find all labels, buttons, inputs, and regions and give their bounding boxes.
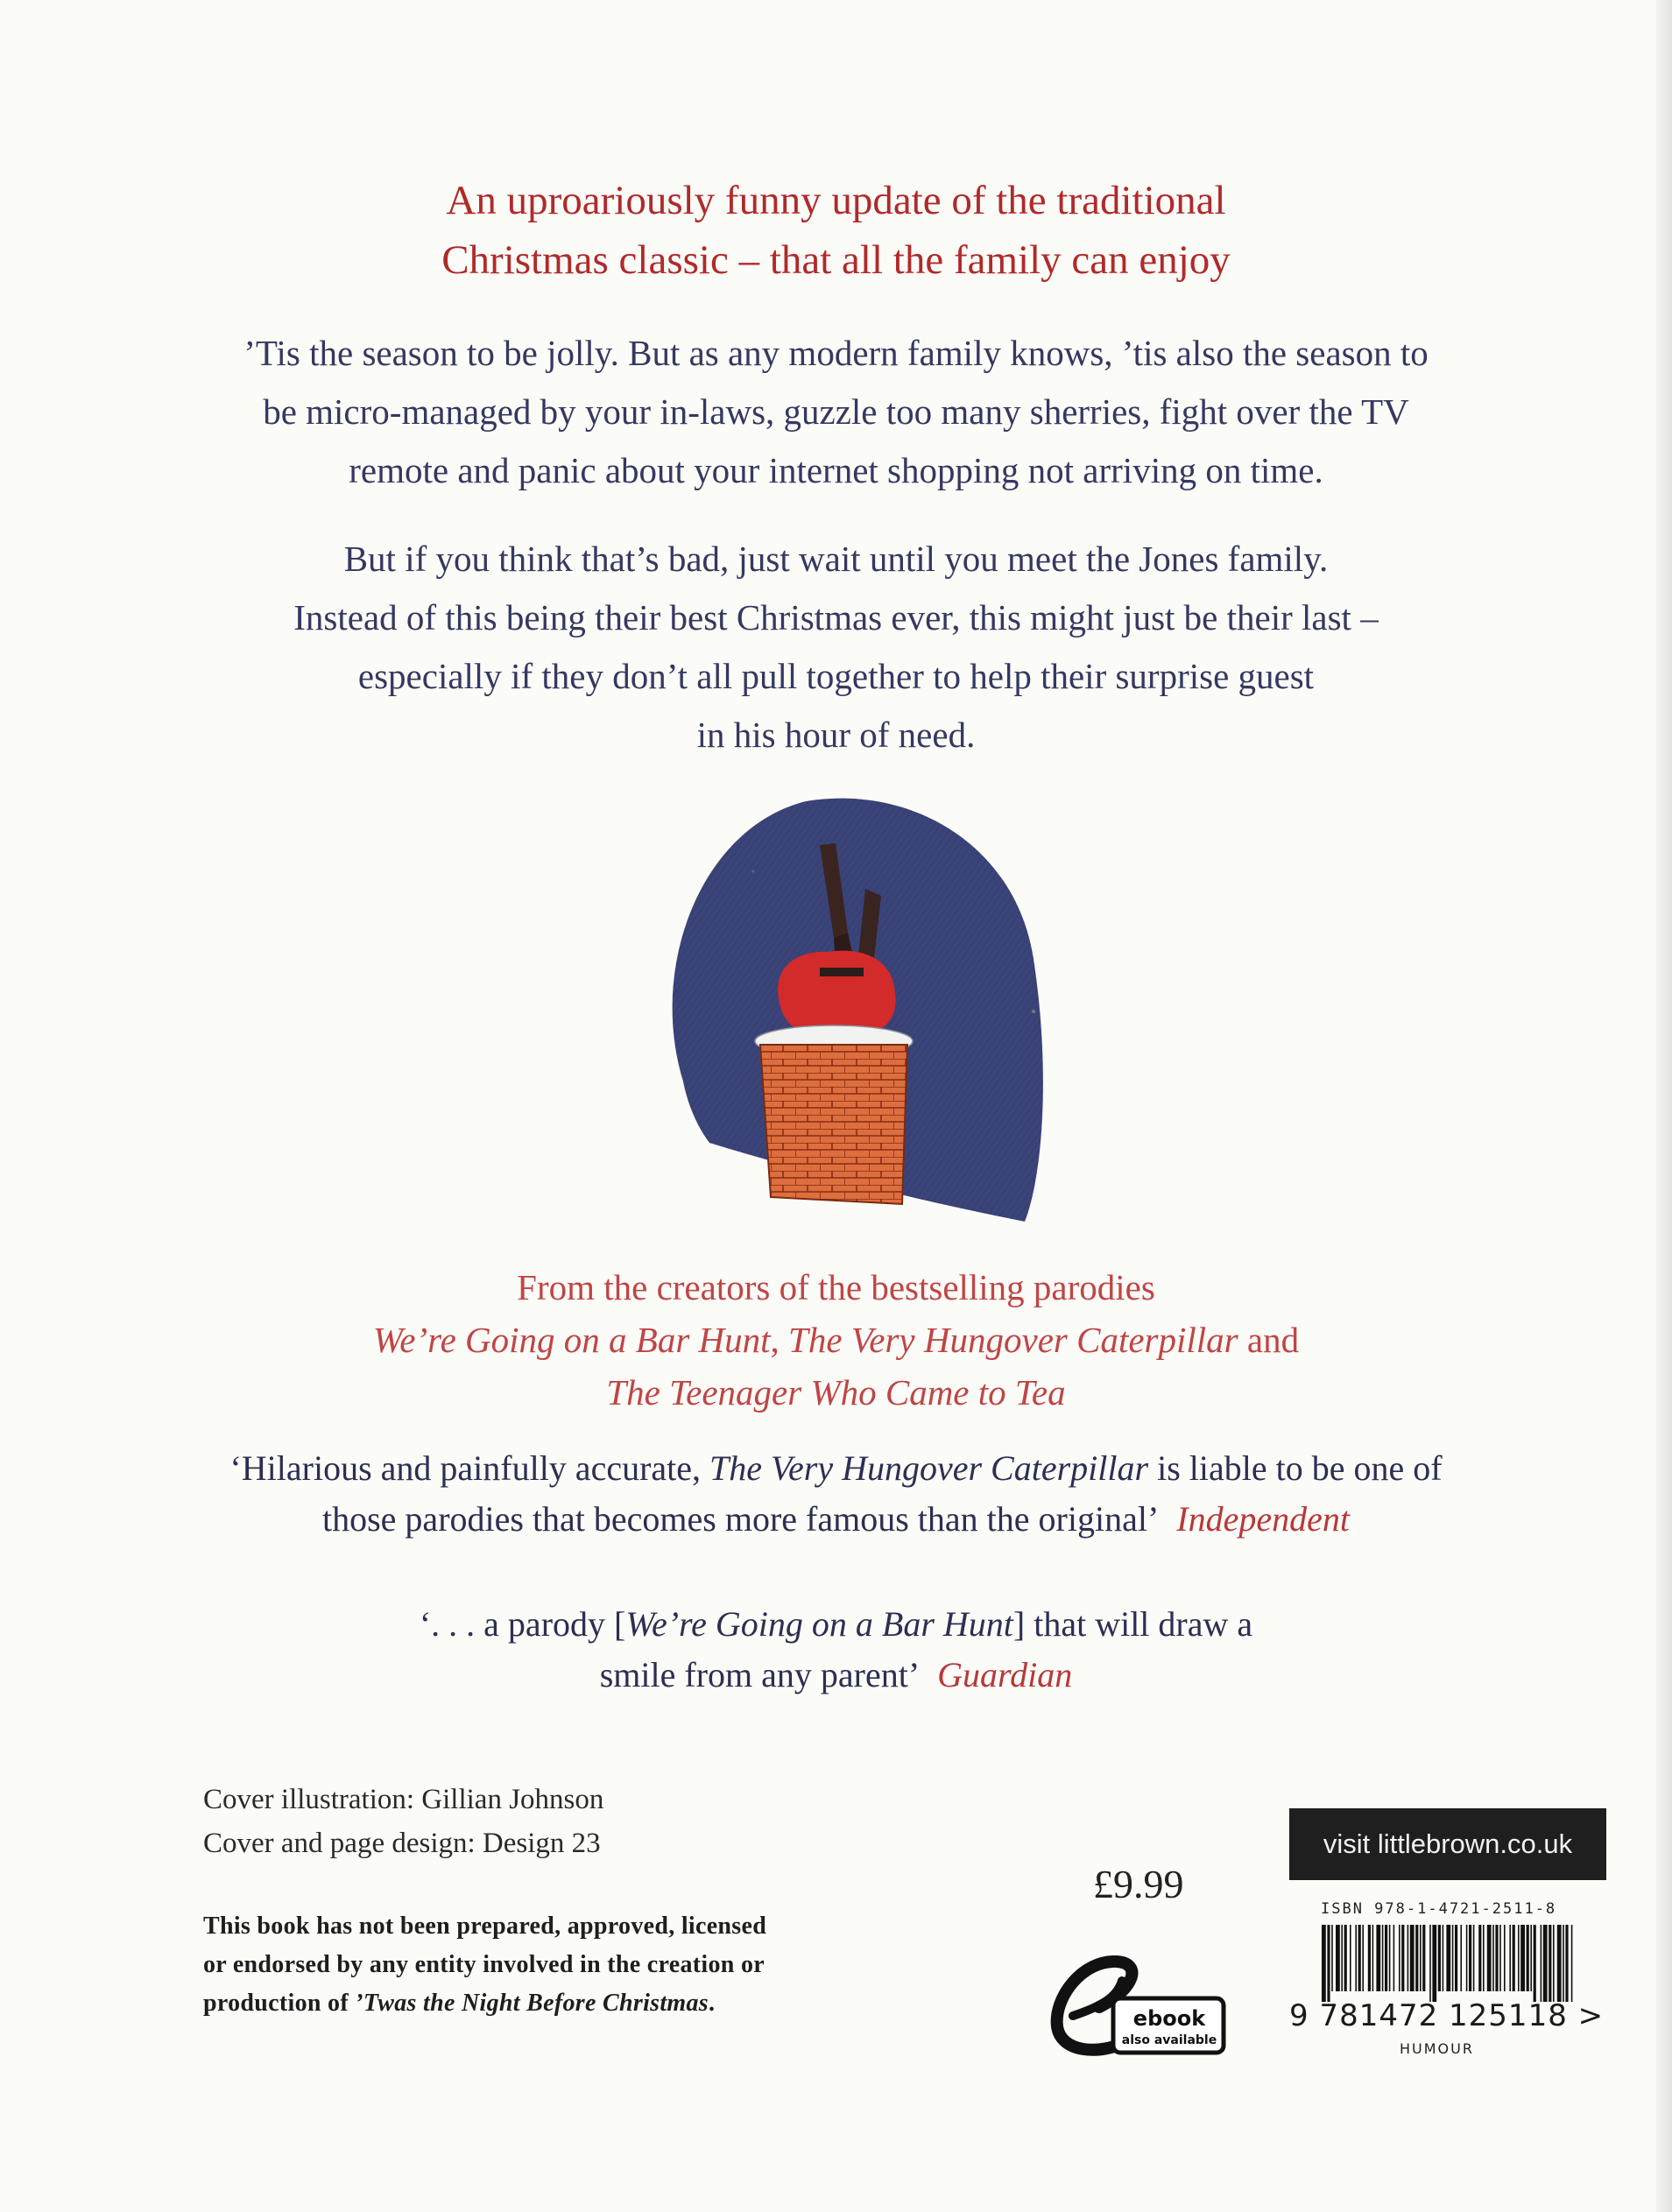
ebook-badge (1038, 1946, 1231, 2060)
blurb-1-line-3: remote and panic about your internet shopping not arriving on time. (349, 450, 1323, 490)
quote-1-line-2-text: those parodies that becomes more famous than the original’ (322, 1499, 1160, 1539)
disclaimer-line-2: or endorsed by any entity involved in the creation or (203, 1951, 765, 1978)
quote-2-line-2-text: smile from any parent’ (599, 1655, 921, 1694)
creators-note (0, 1261, 1672, 1419)
publisher-website-link[interactable]: visit littlebrown.co.uk (1289, 1808, 1606, 1880)
credits (203, 1778, 603, 1865)
quote-guardian (0, 1599, 1672, 1701)
headline-line-2: Christmas classic – that all the family can enjoy (441, 237, 1231, 283)
creators-line-2 (0, 1314, 1672, 1366)
genre-label: HUMOUR (1400, 2040, 1474, 2057)
disclaimer-line-3-pre: production of (203, 1990, 356, 2017)
quote-independent (0, 1443, 1672, 1545)
title-hungover-caterpillar: The Very Hungover Caterpillar (788, 1320, 1238, 1360)
title-separator: , (770, 1320, 789, 1360)
quote-1-title: The Very Hungover Caterpillar (709, 1448, 1149, 1488)
quote-1-source: Independent (1176, 1499, 1350, 1539)
headline-line-1: An uproariously funny update of the traditional (446, 178, 1226, 223)
quote-2-title: We’re Going on a Bar Hunt (625, 1604, 1013, 1644)
santa-chimney-illustration (648, 793, 1069, 1248)
isbn-label: ISBN 978-1-4721-2511-8 (1321, 1900, 1557, 1918)
disclaimer-line-3 (203, 1984, 766, 2023)
quote-2-rest: ] that will draw a (1012, 1604, 1253, 1644)
disclaimer-line-3-end: . (709, 1990, 716, 2017)
barcode-digits: 9 781472 125118 > (1289, 1998, 1605, 2033)
quote-2-open: ‘. . . a parody [ (419, 1604, 626, 1644)
blurb-paragraph-2 (0, 530, 1672, 764)
blurb-2-line-1: But if you think that’s bad, just wait until you meet the Jones family. (343, 539, 1329, 579)
ebook-sublabel: also available (1121, 2033, 1217, 2047)
quote-2-source: Guardian (937, 1655, 1073, 1694)
blurb-2-line-4: in his hour of need. (696, 715, 976, 755)
blurb-1-line-1: ’Tis the season to be jolly. But as any modern family knows, ’tis also the season to (243, 333, 1429, 373)
quote-1-rest: is liable to be one of (1148, 1448, 1443, 1488)
santa-belt (820, 968, 864, 976)
blurb-paragraph-1 (0, 324, 1672, 500)
title-bar-hunt: We’re Going on a Bar Hunt (372, 1320, 771, 1360)
credit-illustration: Cover illustration: Gillian Johnson (203, 1784, 604, 1815)
creators-line-1: From the creators of the bestselling parodies (517, 1267, 1155, 1307)
ebook-label: ebook (1132, 2006, 1206, 2031)
quote-1-line-1 (0, 1443, 1672, 1494)
price: £9.99 (1093, 1862, 1184, 1906)
disclaimer-title: ’Twas the Night Before Christmas (355, 1990, 709, 2017)
disclaimer (203, 1907, 766, 2023)
disclaimer-line-1: This book has not been prepared, approved, licensed (203, 1913, 767, 1940)
quote-1-line-2 (0, 1494, 1672, 1545)
title-teenager-came-to-tea: The Teenager Who Came to Tea (606, 1372, 1066, 1412)
quote-2-line-1 (0, 1599, 1672, 1650)
credit-design: Cover and page design: Design 23 (203, 1828, 601, 1859)
chimney-bricks (760, 1045, 907, 1204)
blurb-1-line-2: be micro-managed by your in-laws, guzzle too many sherries, fight over the TV (263, 391, 1409, 432)
quote-1-open: ‘Hilarious and painfully accurate, (229, 1448, 710, 1488)
blurb-2-line-2: Instead of this being their best Christmas ever, this might just be their last – (293, 597, 1379, 638)
quote-2-line-2 (0, 1650, 1672, 1701)
barcode-icon (1318, 1925, 1581, 2002)
blurb-2-line-3: especially if they don’t all pull together to help their surprise guest (357, 656, 1315, 696)
headline (0, 171, 1672, 290)
title-and: and (1238, 1320, 1300, 1360)
